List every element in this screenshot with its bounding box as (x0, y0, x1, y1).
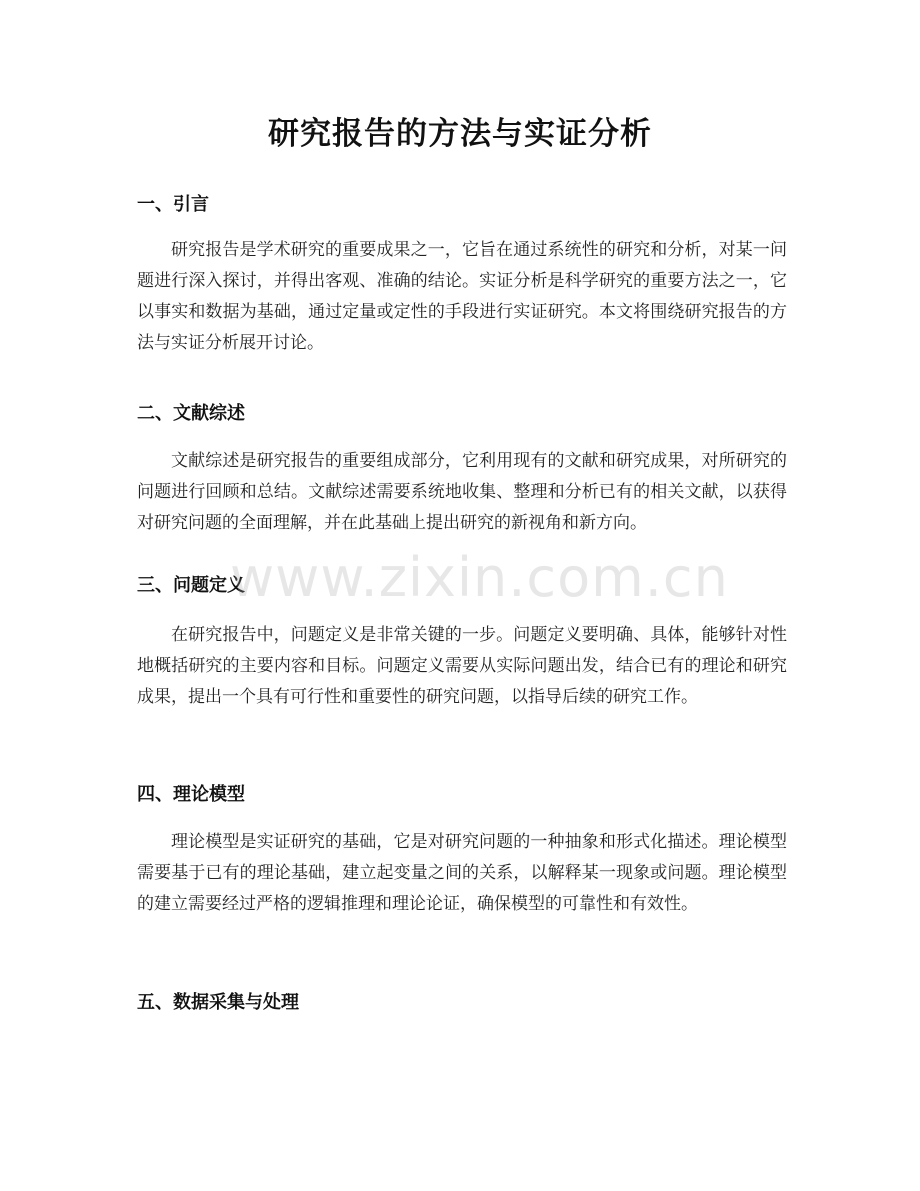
section-heading-theoretical-model: 四、理论模型 (137, 784, 245, 805)
section-heading-introduction: 一、引言 (137, 194, 209, 215)
section-paragraph-problem-definition: 在研究报告中，问题定义是非常关键的一步。问题定义要明确、具体，能够针对性地概括研究的主要内容和目标。问题定义需要从实际问题出发，结合已有的理论和研究成果，提出一个具有可行性和重要性的研究问题，以指导后续的研究工作。 (137, 625, 787, 707)
section-heading-data-collection: 五、数据采集与处理 (137, 992, 299, 1013)
section-paragraph-theoretical-model: 理论模型是实证研究的基础，它是对研究问题的一种抽象和形式化描述。理论模型需要基于已有的理论基础，建立起变量之间的关系，以解释某一现象或问题。理论模型的建立需要经过严格的逻辑推理和理论论证，确保模型的可靠性和有效性。 (137, 832, 787, 914)
section-paragraph-literature-review: 文献综述是研究报告的重要组成部分，它利用现有的文献和研究成果，对所研究的问题进行回顾和总结。文献综述需要系统地收集、整理和分析已有的相关文献，以获得对研究问题的全面理解，并在此基础上提出研究的新视角和新方向。 (137, 451, 787, 533)
section-heading-problem-definition: 三、问题定义 (137, 575, 245, 596)
watermark-text: www.zixin.com.cn (230, 546, 729, 609)
section-heading-literature-review: 二、文献综述 (137, 403, 245, 424)
section-paragraph-introduction: 研究报告是学术研究的重要成果之一，它旨在通过系统性的研究和分析，对某一问题进行深入探讨，并得出客观、准确的结论。实证分析是科学研究的重要方法之一，它以事实和数据为基础，通过定量或定性的手段进行实证研究。本文将围绕研究报告的方法与实证分析展开讨论。 (137, 240, 787, 353)
document-title: 研究报告的方法与实证分析 (268, 116, 652, 152)
